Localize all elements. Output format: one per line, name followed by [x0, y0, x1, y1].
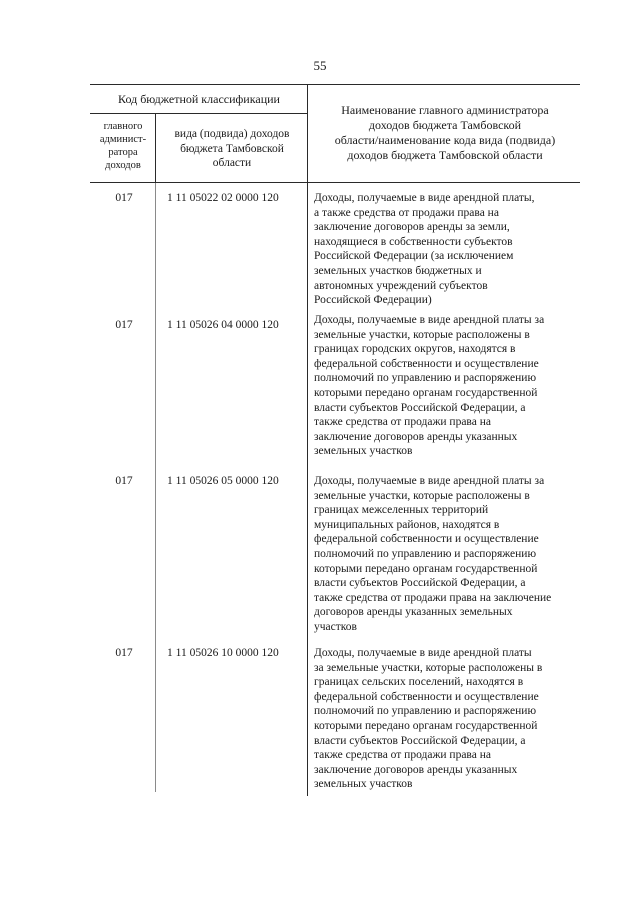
income-name-cell: Доходы, получаемые в виде арендной платы за земельные участки, которые расположены в границах межселенных территорий муниципальных районов, находятся в федеральной собственности и осуществление полномочий по управлению и распоряжению которыми передано органам государственной власти субъектов Российской Федерации, а также средства от продажи права на заключение договоров аренды указанных земельных участков — [314, 475, 552, 633]
kbk-cell: 1 11 05026 05 0000 120 — [167, 475, 279, 487]
income-name-cell: Доходы, получаемые в виде арендной платы за земельные участки, которые расположены в границах сельских поселений, находятся в федеральной собственности и осуществление полномочий по управлению и распоряжению которыми передано органам государственной власти субъектов Российской Федерации, а также средства от продажи права на заключение договоров аренды указанных земельных участков — [314, 647, 543, 791]
table-top-border — [90, 84, 580, 85]
admin-code-cell: 017 — [115, 475, 133, 487]
column-divider-2 — [307, 84, 308, 796]
table-header-kbk: вида (подвида) доходов бюджета Тамбовской области — [174, 128, 290, 170]
admin-code-cell: 017 — [115, 192, 133, 204]
admin-code-cell: 017 — [115, 319, 133, 331]
page-number: 55 — [313, 58, 327, 73]
column-divider-1 — [155, 113, 156, 182]
column-divider-1-body — [155, 182, 156, 792]
table-header-admin-code: главного админист- ратора доходов — [99, 121, 147, 171]
kbk-cell: 1 11 05026 10 0000 120 — [167, 647, 279, 659]
income-name-cell: Доходы, получаемые в виде арендной платы за земельные участки, которые расположены в границах городских округов, находятся в федеральной собственности и осуществление полномочий по управлению и распоряжению которыми передано органам государственной власти субъектов Российской Федерации, а также средства от продажи права на заключение договоров аренды указанных земельных участков — [314, 314, 545, 458]
table-header-name: Наименование главного администратора доходов бюджета Тамбовской области/наименование кода вида (подвида) доходов бюджета Тамбовской области — [334, 103, 556, 162]
header-bottom-border — [90, 182, 580, 183]
table-header-group-title: Код бюджетной классификации — [118, 92, 280, 106]
kbk-cell: 1 11 05026 04 0000 120 — [167, 319, 279, 331]
group-header-divider — [90, 113, 308, 114]
kbk-cell: 1 11 05022 02 0000 120 — [167, 192, 279, 204]
income-name-cell: Доходы, получаемые в виде арендной платы, а также средства от продажи права на заключение договоров аренды за земли, находящиеся в собственности субъектов Российской Федерации (за исключением земельных участков бюджетных и автономных учреждений субъектов Российской Федерации) — [314, 192, 535, 307]
admin-code-cell: 017 — [115, 647, 133, 659]
